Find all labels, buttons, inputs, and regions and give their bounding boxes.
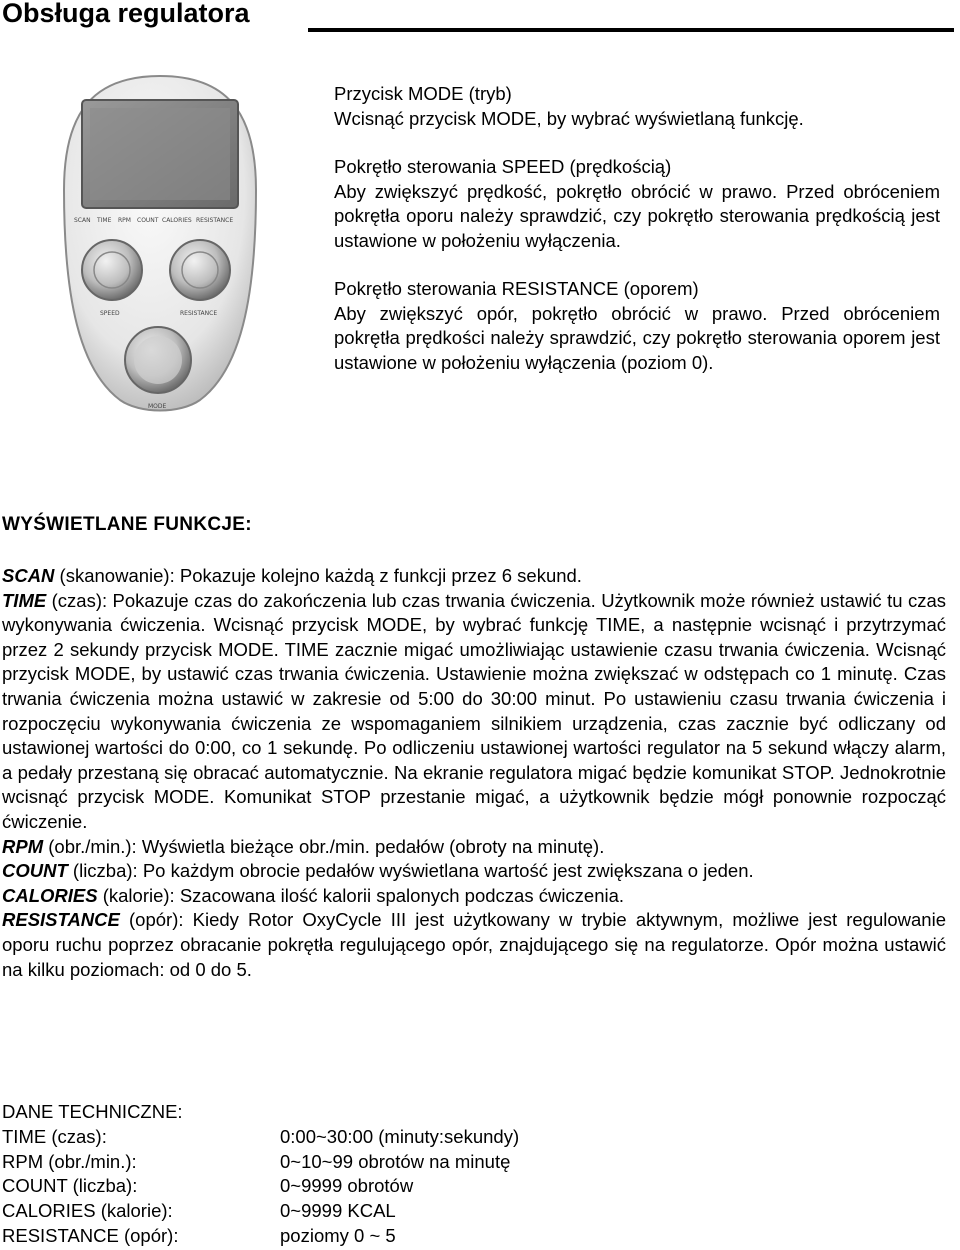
- device-label: RESISTANCE: [196, 217, 234, 224]
- resistance-knob: [170, 240, 230, 300]
- paragraph-heading: Pokrętło sterowania RESISTANCE (oporem): [334, 278, 699, 299]
- title-underline: [308, 28, 954, 32]
- function-item: [2, 564, 946, 589]
- device-label: RPM: [118, 217, 131, 224]
- device-label: SCAN: [74, 217, 91, 224]
- paragraph-heading: Przycisk MODE (tryb): [334, 83, 512, 104]
- device-label: CALORIES: [162, 217, 192, 224]
- technical-specs: [2, 1100, 519, 1249]
- spec-value: 0:00~30:00 (minuty:sekundy): [280, 1125, 520, 1147]
- function-text: (liczba): Po każdym obrocie pedałów wyświetlana wartość jest zwiększana o jeden.: [67, 860, 754, 882]
- spec-value: poziomy 0 ~ 5: [280, 1224, 396, 1246]
- spec-row: [2, 1174, 519, 1199]
- spec-value: 0~9999 obrotów: [280, 1175, 414, 1197]
- function-item: [2, 908, 946, 982]
- function-text: (czas): Pokazuje czas do zakończenia lub czas trwania ćwiczenia. Użytkownik może również ustawić tu czas wykonywania ćwiczenia. Wcisnąć przycisk MODE, by wybrać funkcję TIME, a następnie wcisnąć i przytrzymać przez 2 sekundy przycisk MODE. TIME zacznie migać umożliwiając ustawienie czasu trwania ćwiczenia. Wcisnąć przycisk MODE, by ustawić czas trwania ćwiczenia. Ustawienie można zwiększać w odstępach co 1 minutę. Czas trwania ćwiczenia można ustawić w zakresie od 5:00 do 30:00 minut. Po ustawieniu czasu trwania ćwiczenia i rozpoczęciu wykonywania ćwiczenia ze wspomaganiem silnikiem urządzenia, czas zacznie być odliczany od ustawionej wartości do 0:00, co 1 sekundę. Po odliczeniu ustawionej wartości regulator na 5 sekund włączy alarm, a pedały przestaną się obracać automatycznie. Na ekranie regulatora migać będzie komunikat STOP. Jednokrotnie wcisnąć przycisk MODE. Komunikat STOP przestanie migać, a użytkownik będzie mógł ponownie rozpocząć ćwiczenie.: [2, 589, 946, 832]
- function-term: SCAN: [2, 565, 55, 586]
- specs-heading: DANE TECHNICZNE:: [2, 1101, 183, 1122]
- spec-row: [2, 1150, 519, 1175]
- function-item: [2, 884, 946, 909]
- device-label: COUNT: [137, 217, 159, 224]
- spec-row: [2, 1224, 519, 1249]
- function-text: (opór): Kiedy Rotor OxyCycle III jest użytkowany w trybie aktywnym, możliwe jest regulowanie oporu ruchu poprzez obracanie pokrętła regulującego opór, znajdującego się na regulatorze. Opór można ustawić na kilku poziomach: od 0 do 5.: [2, 909, 946, 980]
- function-term: TIME: [2, 589, 47, 611]
- speed-knob: [82, 240, 142, 300]
- spec-row: [2, 1125, 519, 1150]
- paragraph-heading: Pokrętło sterowania SPEED (prędkością): [334, 156, 672, 177]
- speed-label: SPEED: [100, 310, 120, 317]
- paragraph-text: Aby zwiększyć prędkość, pokrętło obrócić w prawo. Przed obróceniem pokrętła oporu należy sprawdzić, czy pokrętło sterowania prędkością jest ustawione w położeniu wyłączenia.: [334, 180, 940, 251]
- spec-label: RPM (obr./min.):: [2, 1150, 137, 1172]
- function-item: [2, 589, 946, 835]
- paragraph-text: Aby zwiększyć opór, pokrętło obrócić w prawo. Przed obróceniem pokrętła prędkości należy sprawdzić, czy pokrętło sterowania oporem jest ustawione w położeniu wyłączenia (poziom 0).: [334, 302, 940, 373]
- speed-paragraph: [334, 155, 940, 253]
- mode-label: MODE: [148, 403, 167, 410]
- resistance-label: RESISTANCE: [180, 310, 218, 317]
- functions-list: [2, 564, 946, 982]
- spec-label: COUNT (liczba):: [2, 1175, 138, 1197]
- function-item: [2, 835, 946, 860]
- function-term: COUNT: [2, 860, 68, 882]
- spec-label: RESISTANCE (opór):: [2, 1224, 179, 1246]
- controller-image: [50, 70, 270, 420]
- spec-row: [2, 1199, 519, 1224]
- spec-value: 0~10~99 obrotów na minutę: [280, 1150, 511, 1172]
- function-term: CALORIES: [2, 884, 98, 906]
- device-label: TIME: [97, 217, 112, 224]
- function-text: (kalorie): Szacowana ilość kalorii spalonych podczas ćwiczenia.: [97, 884, 625, 906]
- page-title: Obsługa regulatora: [2, 0, 250, 28]
- mode-paragraph: [334, 82, 940, 131]
- controls-description: [334, 82, 940, 399]
- spec-label: CALORIES (kalorie):: [2, 1200, 173, 1222]
- resistance-paragraph: [334, 277, 940, 375]
- function-text: (obr./min.): Wyświetla bieżące obr./min. pedałów (obroty na minutę).: [43, 835, 605, 857]
- function-term: RESISTANCE: [2, 909, 120, 931]
- function-text: (skanowanie): Pokazuje kolejno każdą z funkcji przez 6 sekund.: [54, 565, 582, 586]
- spec-label: TIME (czas):: [2, 1125, 107, 1147]
- spec-value: 0~9999 KCAL: [280, 1200, 396, 1222]
- paragraph-text: Wcisnąć przycisk MODE, by wybrać wyświetlaną funkcję.: [334, 107, 804, 129]
- functions-heading: WYŚWIETLANE FUNKCJE:: [2, 514, 252, 535]
- function-term: RPM: [2, 835, 44, 857]
- function-item: [2, 859, 946, 884]
- function-labels: [74, 217, 233, 224]
